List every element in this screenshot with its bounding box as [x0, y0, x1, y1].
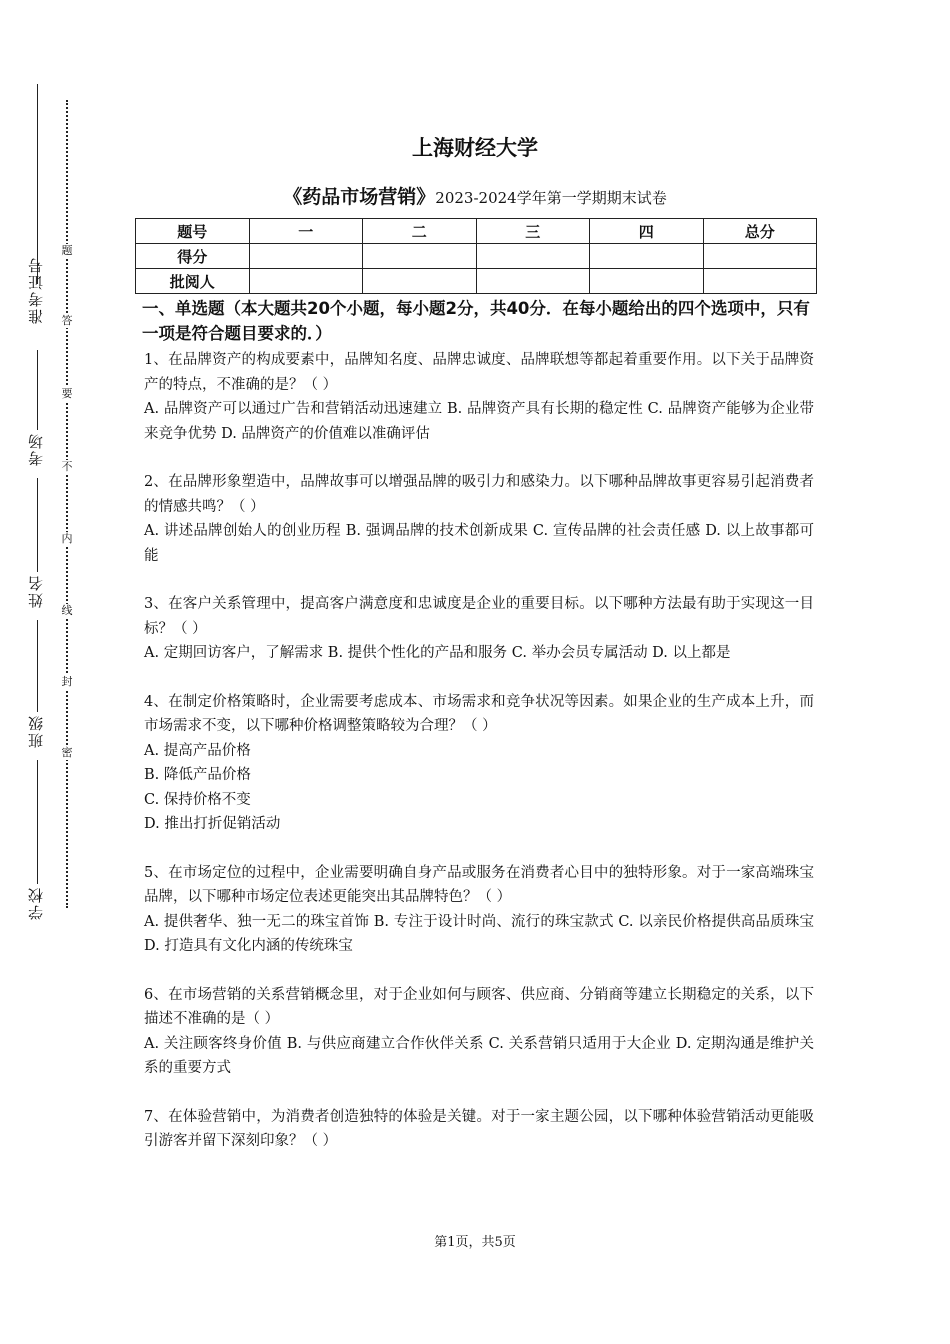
question-options: A. 定期回访客户，了解需求 B. 提供个性化的产品和服务 C. 举办会员专属活动 D. 以上都是	[144, 645, 731, 661]
score-table-row	[136, 269, 817, 294]
binding-field-exam-number	[18, 256, 54, 324]
question-stem: 2、在品牌形象塑造中，品牌故事可以增强品牌的吸引力和感染力。以下哪种品牌故事更容易引起消费者的情感共鸣？（ ）	[144, 474, 814, 515]
question-option: D. 推出打折促销活动	[144, 816, 281, 832]
binding-line	[37, 350, 38, 430]
score-cell[interactable]	[590, 244, 704, 269]
question-stem: 1、在品牌资产的构成要素中，品牌知名度、品牌忠诚度、品牌联想等都起着重要作用。以下关于品牌资产的特点，不准确的是？（ ）	[144, 352, 814, 393]
seal-char: 要	[61, 387, 73, 400]
score-table-row-label: 得分	[136, 244, 250, 269]
binding-label: 学校	[27, 886, 45, 920]
question-options: A. 品牌资产可以通过广告和营销活动迅速建立 B. 品牌资产具有长期的稳定性 C. 品牌资产能够为企业带来竞争优势 D. 品牌资产的价值难以准确评估	[144, 401, 814, 442]
score-table-header-cell: 题号	[136, 219, 250, 244]
question-1	[144, 348, 814, 446]
question-5	[144, 861, 814, 959]
seal-line	[66, 100, 68, 908]
section-heading: 一、单选题（本大题共20个小题，每小题2分，共40分．在每小题给出的四个选项中，只有一项是符合题目要求的．）	[142, 299, 810, 343]
score-table-header-cell: 总分	[703, 219, 817, 244]
binding-label: 班级	[27, 714, 45, 748]
question-stem: 6、在市场营销的关系营销概念里，对于企业如何与顾客、供应商、分销商等建立长期稳定的关系，以下描述不准确的是（ ）	[144, 986, 814, 1027]
score-table-row-label: 批阅人	[136, 269, 250, 294]
binding-field-class	[18, 714, 54, 748]
binding-field-school	[18, 886, 54, 920]
binding-line	[37, 478, 38, 572]
score-cell[interactable]	[476, 244, 590, 269]
question-7	[144, 1105, 814, 1154]
question-option: B. 降低产品价格	[144, 767, 251, 783]
question-2	[144, 470, 814, 568]
score-table-header-cell: 一	[249, 219, 363, 244]
exam-content	[144, 296, 814, 1178]
binding-line	[37, 620, 38, 712]
exam-term: 2023-2024学年第一学期期末试卷	[435, 189, 667, 207]
question-stem: 4、在制定价格策略时，企业需要考虑成本、市场需求和竞争状况等因素。如果企业的生产成本上升，而市场需求不变，以下哪种价格调整策略较为合理？（ ）	[144, 693, 814, 734]
binding-label: 考场	[27, 432, 45, 466]
grader-cell[interactable]	[249, 269, 363, 294]
seal-char: 题	[61, 244, 73, 257]
question-stem: 7、在体验营销中，为消费者创造独特的体验是关键。对于一家主题公园，以下哪种体验营销活动更能吸引游客并留下深刻印象？（ ）	[144, 1108, 814, 1149]
binding-label: 准考证号	[27, 256, 45, 324]
seal-char: 不	[61, 460, 73, 473]
question-option: C. 保持价格不变	[144, 791, 251, 808]
binding-field-name	[18, 574, 54, 608]
page-footer: 第1页，共5页	[434, 1235, 516, 1250]
seal-char: 密	[61, 746, 73, 759]
grader-cell[interactable]	[476, 269, 590, 294]
exam-title	[0, 182, 950, 209]
seal-char: 封	[61, 675, 73, 688]
binding-label: 姓名	[27, 574, 45, 608]
question-4	[144, 690, 814, 837]
grader-cell[interactable]	[363, 269, 477, 294]
university-name: 上海财经大学	[412, 136, 538, 160]
question-6	[144, 983, 814, 1081]
seal-char: 线	[61, 604, 73, 617]
score-table	[135, 218, 817, 294]
question-option: A. 提高产品价格	[144, 742, 251, 759]
score-cell[interactable]	[249, 244, 363, 269]
score-cell[interactable]	[703, 244, 817, 269]
score-table-header-cell: 三	[476, 219, 590, 244]
question-stem: 5、在市场定位的过程中，企业需要明确自身产品或服务在消费者心目中的独特形象。对于一家高端珠宝品牌，以下哪种市场定位表述更能突出其品牌特色？（ ）	[144, 864, 814, 905]
binding-line	[37, 760, 38, 884]
score-table-row	[136, 244, 817, 269]
question-stem: 3、在客户关系管理中，提高客户满意度和忠诚度是企业的重要目标。以下哪种方法最有助于实现这一目标？（ ）	[144, 596, 814, 637]
binding-field-exam-room	[18, 432, 54, 466]
score-table-header-cell: 二	[363, 219, 477, 244]
course-name: 《药品市场营销》	[283, 186, 436, 208]
score-table-header-row	[136, 219, 817, 244]
score-table-header-cell: 四	[590, 219, 704, 244]
grader-cell[interactable]	[703, 269, 817, 294]
score-cell[interactable]	[363, 244, 477, 269]
question-3	[144, 592, 814, 666]
seal-char: 答	[61, 314, 73, 327]
question-options: A. 讲述品牌创始人的创业历程 B. 强调品牌的技术创新成果 C. 宣传品牌的社会责任感 D. 以上故事都可能	[144, 523, 814, 564]
question-options: A. 提供奢华、独一无二的珠宝首饰 B. 专注于设计时尚、流行的珠宝款式 C. 以亲民价格提供高品质珠宝 D. 打造具有文化内涵的传统珠宝	[144, 913, 814, 954]
seal-char: 内	[61, 532, 73, 545]
question-options: A. 关注顾客终身价值 B. 与供应商建立合作伙伴关系 C. 关系营销只适用于大企业 D. 定期沟通是维护关系的重要方式	[144, 1035, 814, 1076]
grader-cell[interactable]	[590, 269, 704, 294]
